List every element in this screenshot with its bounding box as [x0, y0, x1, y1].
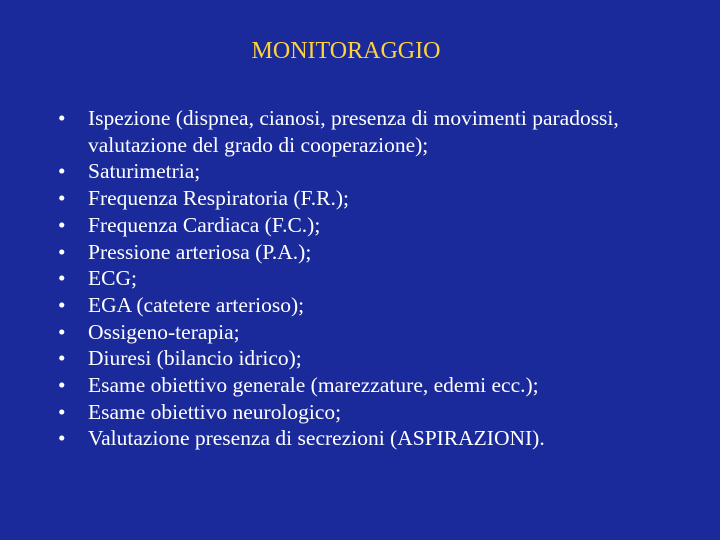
list-item-text: ECG;: [88, 266, 137, 291]
list-item-text: Pressione arteriosa (P.A.);: [88, 239, 312, 264]
list-item-text: Diuresi (bilancio idrico);: [88, 346, 302, 371]
list-item-text: Esame obiettivo neurologico;: [88, 399, 342, 424]
list-item: [58, 345, 698, 372]
list-item-text: Frequenza Respiratoria (F.R.);: [88, 186, 349, 211]
list-item: [58, 265, 698, 292]
bullet-icon: •: [58, 373, 66, 398]
slide-title: MONITORAGGIO: [251, 38, 441, 64]
bullet-icon: •: [58, 399, 66, 424]
list-item: [58, 158, 698, 185]
bullet-list: [58, 105, 698, 452]
list-item-text: Frequenza Cardiaca (F.C.);: [88, 212, 321, 237]
list-item: [58, 105, 698, 158]
bullet-icon: •: [58, 426, 66, 451]
list-item-text: Esame obiettivo generale (marezzature, edemi ecc.);: [88, 373, 539, 398]
bullet-icon: •: [58, 212, 66, 237]
list-item-text: Saturimetria;: [88, 159, 201, 184]
bullet-icon: •: [58, 186, 66, 211]
bullet-icon: •: [58, 346, 66, 371]
bullet-icon: •: [58, 106, 66, 130]
list-item: [58, 292, 698, 319]
bullet-icon: •: [58, 239, 66, 264]
bullet-icon: •: [58, 266, 66, 291]
list-item: [58, 372, 698, 399]
list-item: [58, 185, 698, 212]
list-item-text: Ossigeno-terapia;: [88, 319, 240, 344]
list-item-text: EGA (catetere arterioso);: [88, 292, 305, 317]
bullet-icon: •: [58, 319, 66, 344]
list-item-text: Ispezione (dispnea, cianosi, presenza di movimenti paradossi, valutazione del grado di cooperazione);: [88, 106, 619, 157]
list-item: [58, 425, 698, 452]
bullet-icon: •: [58, 292, 66, 317]
list-item: [58, 239, 698, 266]
list-item-text: Valutazione presenza di secrezioni (ASPIRAZIONI).: [88, 426, 545, 451]
list-item: [58, 399, 698, 426]
list-item: [58, 319, 698, 346]
bullet-icon: •: [58, 159, 66, 184]
list-item: [58, 212, 698, 239]
